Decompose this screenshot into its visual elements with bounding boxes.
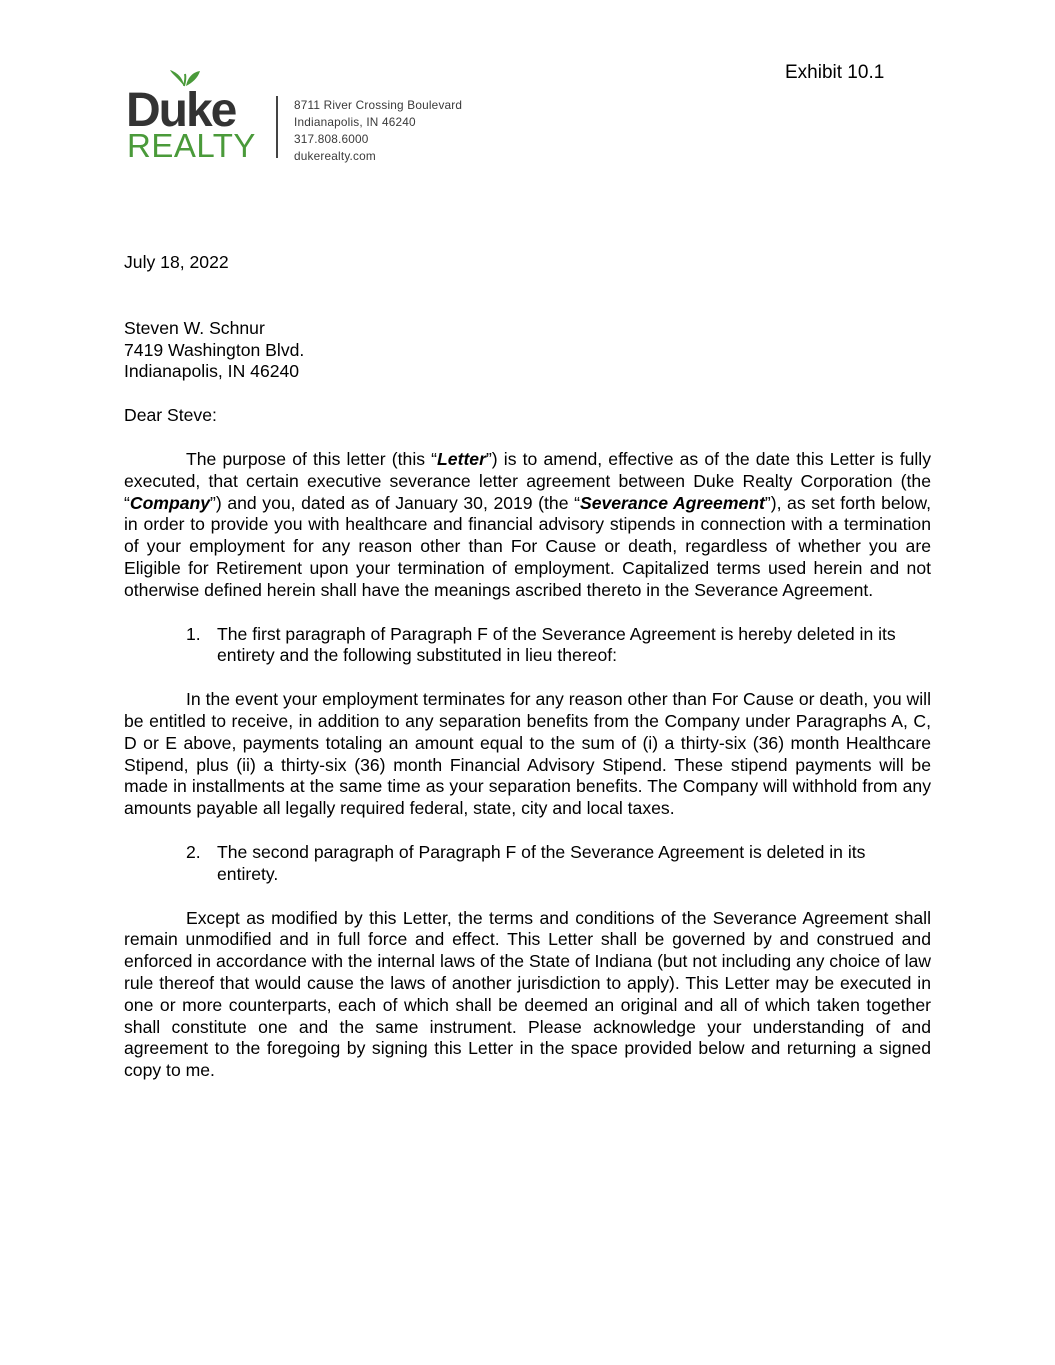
exhibit-label: Exhibit 10.1 [785,62,885,83]
paragraph-substituted: In the event your employment terminates for any reason other than For Cause or death, you will be entitled to receive, in addition to any separation benefits from the Company under Paragraphs A, C, D or E above, payments totaling an amount equal to the sum of (i) a thirty-six (36) month Healthcare Stipend, plus (ii) a thirty-six (36) month Financial Advisory Stipend. These stipend payments will be made in installments at the same time as your separation benefits. The Company will withhold from any amounts payable all legally required federal, state, city and local taxes. [124,689,931,819]
recipient-address [124,318,931,383]
text-run: ”) is to amend, effective as of the date this Letter is fully executed, that certain executive severance letter agreement between Duke Realty Corporation (the “ [124,448,931,513]
letter-body [124,252,931,1082]
defined-term-company: Company [129,492,211,513]
company-address [294,97,462,165]
recipient-name: Steven W. Schnur [124,317,265,338]
salutation: Dear Steve: [124,405,217,426]
duke-realty-logo [126,68,266,160]
list-item-2 [124,842,931,886]
list-text: The first paragraph of Paragraph F of the Severance Agreement is hereby deleted in its entirety and the following substituted in lieu thereof: [217,623,896,666]
logo-text-realty: REALTY [127,127,256,160]
phone-line: 317.808.6000 [294,132,369,146]
defined-term-severance-agreement: Severance Agreement [579,492,765,513]
list-number: 1. [186,623,201,644]
defined-term-letter: Letter [437,448,486,469]
address-line: 8711 River Crossing Boulevard [294,98,463,112]
letter-date: July 18, 2022 [124,252,229,272]
website-line: dukerealty.com [294,149,376,163]
logo-divider [276,96,278,158]
list-text: The second paragraph of Paragraph F of the Severance Agreement is deleted in its entirety. [217,841,866,884]
logo-text-duke: Duke [126,84,236,137]
recipient-street: 7419 Washington Blvd. [124,339,305,360]
logo-graphic [126,68,266,160]
text-run: ”), as set forth below, in order to provide you with healthcare and financial advisory stipends in connection with a termination of your employment for any reason other than For Cause or death, regardless of whether you are Eligible for Retirement upon your termination of employment. Capitalized terms used herein and not otherwise defined herein shall have the meanings ascribed thereto in the Severance Agreement. [124,492,931,600]
address-line: Indianapolis, IN 46240 [294,115,416,129]
paragraph-purpose [124,449,931,602]
list-item-1 [124,624,931,668]
text-run: The purpose of this letter (this “ [186,448,438,469]
recipient-city: Indianapolis, IN 46240 [124,361,300,382]
paragraph-closing: Except as modified by this Letter, the terms and conditions of the Severance Agreement shall remain unmodified and in full force and effect. This Letter shall be governed by and construed and enforced in accordance with the internal laws of the State of Indiana (but not including any choice of law rule thereof that would cause the laws of another jurisdiction to apply). This Letter may be executed in one or more counterparts, each of which shall be deemed an original and all of which taken together shall constitute one and the same instrument. Please acknowledge your understanding of and agreement to the foregoing by signing this Letter in the space provided below and returning a signed copy to me. [124,907,931,1081]
list-number: 2. [186,841,201,862]
text-run: ”) and you, dated as of January 30, 2019 (the “ [210,492,580,513]
